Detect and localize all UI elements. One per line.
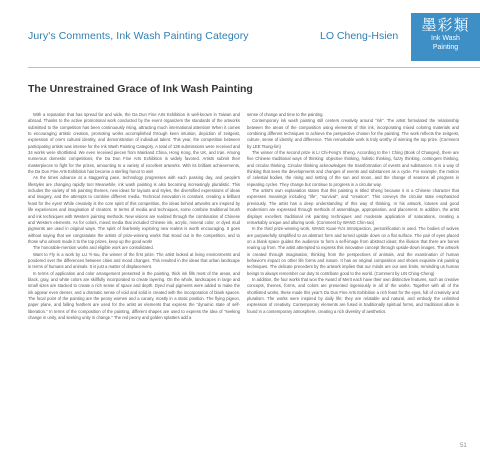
paragraph: In addition, the four works that won the Award of Merit each have their own distinctive features, such as creative concepts, themes, forms, and colors are presented ingeniously in all of the works. Together with all of the shortlisted works, these made this year's Da Dun Fine Arts Exhibition a rich feast for the eyes, full of creativity and pluralism. The works were inspired by daily life; they are relatable and natural, and embody the unlimited expression of creativity. Contemporary elements are fused in traditionally spiritual forms, and traditional allure is found in a contemporary atmosphere, creating a rich diversity of aesthetics. <box>247 276 459 314</box>
paragraph: Want to Fly is a work by LU Yi-tou, the winner of the first prize. The artist looked at living environments and pondered over the differences between cities and mood changes. This resulted in the ideas that urban landscape in terms of humans and animals. It is just a matter of displacement. <box>28 251 240 270</box>
badge-english-label-1: Ink Wash <box>431 35 460 42</box>
header-divider <box>28 67 480 68</box>
badge-english-label-2: Painting <box>432 44 459 51</box>
paragraph: Contemporary ink wash painting still centers creativity around "ink". The artist formulated the relationship between the areas of the composition using elements of thin ink, incorporating mixed coloring materials and combining different techniques to achieve the perspective chosen for the painting. The work reflects the zeitgeist, culture, sense of identity, and difference. This remarkable work is truly worthy of winning the top prize. (Comment by LEE Tsung-lim) <box>247 118 459 149</box>
page-number: 51 <box>460 443 467 449</box>
paragraph: sense of change and time to the painting. <box>247 112 324 117</box>
paragraph: With a reputation that has spread far and wide, the Da Dun Fine Arts Exhibition is well-known in Taiwan and abroad. Thanks to the active promotional work conducted by the event organizers the standards of the artworks submitted to the competition has been continuously rising, attracting much international attention! When it comes to encouraging artistic creation, promoting works accomplished through keen intuition, depiction of zeitgeist, expression of one's cultural identity, and demonstration of individual talent. This year, the competition between participating artists was intense for the Ink Wash Painting Category. A total of 138 submissions were received and 34 works were shortlisted. We even received pieces from Mainland China, Hong Kong, the UK, and Iran. Among numerous domestic competitions, the Da Dun Fine Arts Exhibition is widely favored. Artists submit their masterpieces to fight for the prizes, amounting to a variety of excellent artworks. With its brilliant achievements, the Da Dun Fine Arts Exhibition has become a sterling honor to win! <box>28 112 240 175</box>
page-header <box>0 0 480 64</box>
paragraph: The honorable-mention works and eligible work are consolidated. <box>33 245 154 251</box>
paragraph: As the times advance at a staggering pace, technology progresses with each passing day, and people's lifestyles are changing rapidly too! Meanwhile, ink wash painting is also becoming increasingly pluralistic. This includes the variety of Ink painting themes, new ideas for layouts and styles, the diversified expressions of ideas and imagery, and the attempts to combine different media. Technical innovation is constant, creating a brilliant feast for the eyes! While creativity is the core spirit of this competition, the ideas behind artworks are inspired by life experiences and imagination of creators. In terms of media and techniques, some combine traditional brush and ink techniques with Western painting methods. New visions are realized through the combination of Chinese and Western elements. As for colors, mixed media that included Chinese ink, acrylic, mineral color, or dyed mud pigments are used in original ways. The spirit of fearlessly exploring new realms is worth encouraging. It goes without saying that we congratulate the artists of prize-winning works that stood out in the competition, and to those who almost made it to the top prizes, keep up the good work! <box>28 175 240 244</box>
paragraph: In the third prize-winning work, WANG Kuan-Yu's Introspection, personification is used. The bodies of wolves are purposefully simplified to an abstract form and turned upside down on a flat surface. The pair of eyes placed on a blank space guides the audience to form a self-image from abstract ideas; the illusion that there are bones rearing up from. The artist attempted to express this innovative concept through upside-down images. The artwork is created through imagination, thinking from the perspectives of animals, and the examination of human behavior's impact on other life forms and nature. It has an original composition and shows exquisite ink painting techniques. The delicate precedent by the artwork implies that our minds are our own limits, reminding us human beings to always remember our duty to contribute good to the world. (Comment by LIN Ching-Cheng) <box>247 226 459 276</box>
author-name: LO Cheng-Hsien <box>320 30 399 42</box>
paragraph: The winner of the second prize is LI Chi-Feng's Sheng. According to the I Ching (Book of Changes), there are five Chinese traditional ways of thinking: objective thinking, holistic thinking, fuzzy thinking, contingent thinking, and circular thinking. Circular thinking acknowledges the transformation of events and substances. It is a way of thinking that sees the developments and changes of events and substances as a cycle. For example, the motion of celestial bodies, the rising and setting of the sun and moon, and the change of seasons all progress in repeating cycles. They change but continue to progress in a circular way. <box>247 150 459 187</box>
left-text-column <box>28 112 240 437</box>
paragraph: The artist's own explanation states that this painting is titled Sheng because it is a Chinese character that expresses meanings including "life", "survival", and "creation". This conveys the circular state emphasized previously. The artist has a deep understanding of this way of thinking. In his artwork, lotuses and good modernism are expressed through methods of assemblage, appropriation, and placement. In addition, the artist displays excellent traditional ink painting techniques and moderate application of saturations, creating a remarkably unique and alluring work. (Comment by WANG Chin-Iao) <box>247 188 459 225</box>
section-heading: Jury's Comments, Ink Wash Painting Category <box>28 30 249 42</box>
paragraph: In terms of application and color arrangement presented in the painting, thick ink fills most of the areas, and black, gray, and white colors are skillfully incorporated to create layering. On the whole, landscapes in large and small sizes are stacked to create a rich sense of space and depth. Dyed mud pigments were added to make the ink appear even denser, and a dramatic sense of void and solid is created with the incorporation of blank spaces. The focal point of the painting are the peony women and a canary, mostly in a static position. The flying pigeon, paper plane, and falling feathers are used for the artist as elements that express the "dynamic state of self-liberation." In terms of the composition of the painting, different shapes are used to express the idea of "seeking change in unity, and seeking unity in change." The red peony and golden splatters add a <box>28 270 240 320</box>
article-title: The Unrestrained Grace of Ink Wash Painting <box>28 83 253 95</box>
category-badge <box>411 13 480 61</box>
right-text-column <box>247 112 459 437</box>
badge-chinese-label: 墨彩類 <box>421 16 470 34</box>
